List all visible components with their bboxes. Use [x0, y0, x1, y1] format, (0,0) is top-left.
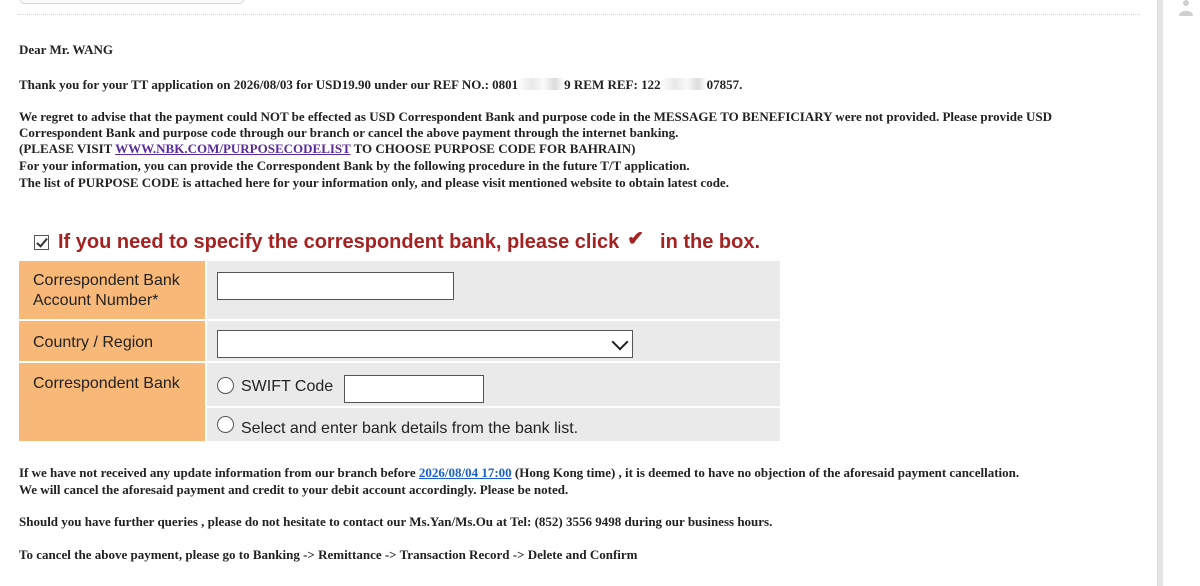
country-cell — [207, 321, 780, 361]
divider — [18, 14, 1140, 15]
purpose-code-link[interactable]: WWW.NBK.COM/PURPOSECODELIST — [115, 141, 351, 156]
salutation: Dear Mr. WANG — [19, 42, 114, 57]
visit-line — [19, 141, 635, 157]
bank-list-label: Select and enter bank details from the bank list. — [241, 420, 579, 437]
bank-list-radio[interactable] — [217, 416, 234, 433]
cancel-path-line: To cancel the above payment, please go to Banking -> Remittance -> Transaction Record -> Delete and Confirm — [19, 547, 638, 562]
deadline-line — [19, 465, 1019, 481]
deadline-prefix: If we have not received any update information from our branch before — [19, 465, 419, 480]
checkmark-icon: ✔ — [627, 227, 645, 250]
cancel-line: We will cancel the aforesaid payment and credit to your debit account accordingly. Please be noted. — [19, 482, 569, 497]
visit-suffix: TO CHOOSE PURPOSE CODE FOR BAHRAIN) — [350, 141, 636, 156]
queries-line: Should you have further queries , please do not hesitate to contact our Ms.Yan/Ms.Ou at Tel: (852) 3556 9498 during our business hours. — [19, 514, 773, 529]
correspondent-header — [34, 229, 760, 255]
country-row — [19, 321, 780, 361]
thanks-line — [19, 77, 742, 93]
header-suffix: in the box. — [660, 230, 761, 253]
info-line: For your information, you can provide the Correspondent Bank by the following procedure in the future T/T application. — [19, 158, 690, 173]
header-prefix: If you need to specify the correspondent bank, please click — [58, 230, 620, 253]
account-number-input[interactable] — [217, 272, 454, 300]
bank-row — [19, 363, 780, 441]
thanks-prefix: Thank you for your TT application on 2026/08/03 for USD19.90 under our REF NO.: 0801 — [19, 77, 519, 92]
scrollbar[interactable] — [1157, 0, 1163, 586]
masked-rem-ref — [661, 78, 707, 90]
visit-prefix: (PLEASE VISIT — [19, 141, 116, 156]
account-row — [19, 261, 780, 319]
account-cell — [207, 261, 780, 319]
swift-code-input[interactable] — [344, 375, 484, 403]
swift-option-cell — [207, 363, 780, 406]
regret-line-1: We regret to advise that the payment could NOT be effected as USD Correspondent Bank and purpose code in the MESSAGE TO BENEFICIARY were not provided. Please provide USD — [19, 109, 1052, 124]
deadline-suffix: (Hong Kong time) , it is deemed to have no objection of the aforesaid payment cancellation. — [511, 465, 1020, 480]
purpose-line: The list of PURPOSE CODE is attached here for your information only, and please visit mentioned website to obtain latest code. — [19, 175, 729, 190]
person-icon[interactable] — [1176, 0, 1196, 16]
country-select[interactable] — [217, 330, 633, 358]
deadline-link[interactable]: 2026/08/04 17:00 — [418, 465, 512, 480]
country-label: Country / Region — [19, 321, 205, 361]
chevron-down-icon — [612, 334, 629, 351]
account-label: Correspondent Bank Account Number* — [19, 261, 205, 319]
thanks-mid: 9 REM REF: 122 — [564, 77, 661, 92]
swift-radio[interactable] — [217, 377, 234, 394]
masked-ref — [518, 78, 564, 90]
bank-label: Correspondent Bank — [19, 363, 205, 441]
bank-list-option-cell — [207, 408, 780, 441]
regret-line-2: Correspondent Bank and purpose code through our branch or cancel the above payment through the internet banking. — [19, 125, 679, 140]
swift-label: SWIFT Code — [241, 378, 334, 395]
checkbox-icon[interactable] — [34, 235, 49, 250]
thanks-suffix: 07857. — [706, 77, 743, 92]
top-tab — [20, 0, 244, 4]
